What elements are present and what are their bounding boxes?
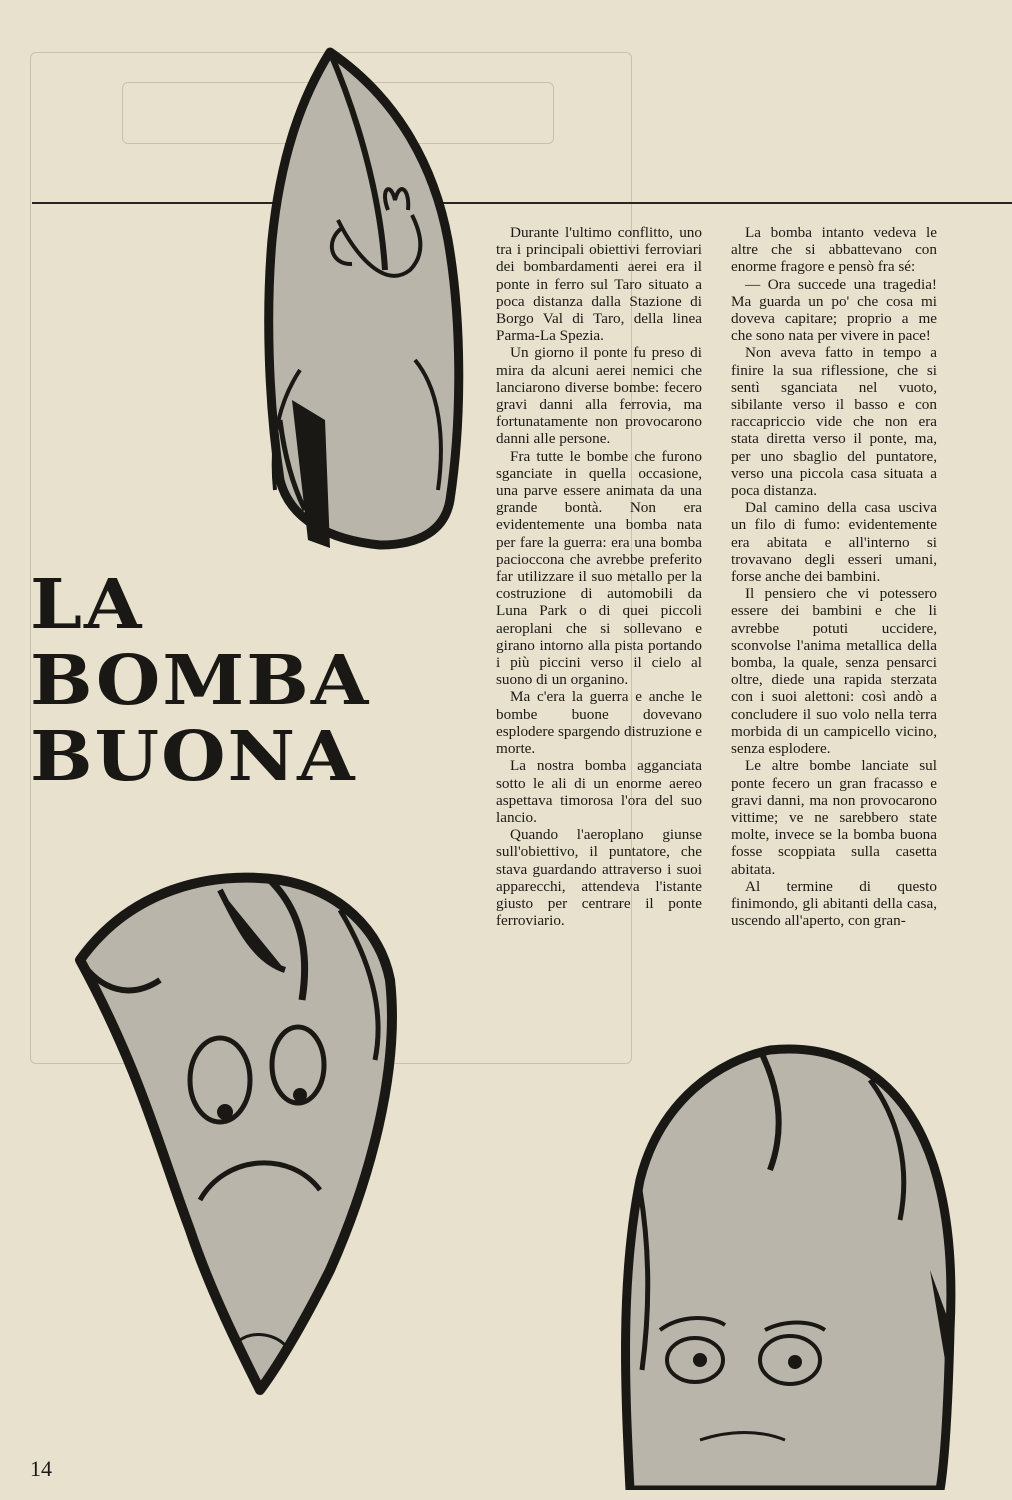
article-title	[30, 565, 490, 798]
worried-bomb-icon	[600, 1030, 960, 1490]
article-column-2	[731, 224, 937, 929]
paragraph: Le altre bombe lanciate sul ponte fecero un gran fracasso e gravi danni, ma non provocarono vittime; ve ne sarebbero state molte, invece se la bomba buona fosse scoppiata sulla casetta abitata.	[731, 757, 937, 878]
page-number: 14	[30, 1456, 52, 1481]
paragraph: Non aveva fatto in tempo a finire la sua riflessione, che si sentì sganciata nel vuoto, sibilante verso il basso e con raccapriccio vide che non era stata diretta verso il ponte, ma, per uno sbaglio del puntatore, verso una piccola casa situata a poca distanza.	[731, 344, 937, 500]
header-rule	[32, 202, 1012, 204]
title-line: BOMBA	[30, 641, 371, 721]
paragraph: Il pensiero che vi potessero essere dei bambini e che li avrebbe potuti uccidere, sconvolse l'anima metallica della bomba, la quale, senza pensarci oltre, diede una rapida sterzata con i suoi alettoni: così andò a concludere il suo volo nella terra morbida di un campicello vicino, senza esplodere.	[731, 585, 937, 758]
paragraph: Durante l'ultimo conflitto, uno tra i principali obiettivi ferroviari dei bombardamenti aerei era il ponte in ferro sul Taro situato a poca distanza dalla Stazione di Borgo Val di Taro, della linea Parma-La Spezia.	[496, 224, 702, 345]
article-column-1	[496, 224, 702, 929]
title-line: BUONA	[30, 717, 357, 797]
smiling-bomb-icon	[180, 40, 480, 560]
paragraph: La bomba intanto vedeva le altre che si abbattevano con enorme fragore e pensò fra sé:	[731, 224, 937, 276]
paragraph: Un giorno il ponte fu preso di mira da alcuni aerei nemici che lanciarono diverse bombe: fecero gravi danni alla ferrovia, ma fortunatamente non provocarono danni alle persone.	[496, 344, 702, 448]
title-line: LA	[30, 565, 144, 645]
paragraph: Dal camino della casa usciva un filo di fumo: evidentemente era abitata e all'interno si trovavano degli esseri umani, forse anche dei bambini.	[731, 499, 937, 586]
paragraph: Al termine di questo finimondo, gli abitanti della casa, uscendo all'aperto, con gran-	[731, 877, 937, 930]
sad-bomb-icon	[40, 850, 460, 1410]
paragraph: La nostra bomba agganciata sotto le ali di un enorme aereo aspettava timorosa l'ora del suo lancio.	[496, 757, 702, 826]
paragraph: Fra tutte le bombe che furono sganciate in quella occasione, una parve essere animata da una grande bontà. Non era evidentemente una bomba nata per fare la guerra: era una bomba pacioccona che avrebbe preferito far utilizzare il suo metallo per la costruzione di automobili da Luna Park o di quei piccoli aeroplani che si sollevano e girano intorno alla pista portando i più piccini verso il cielo al suono di un organino.	[496, 447, 702, 689]
paragraph: Ma c'era la guerra e anche le bombe buone dovevano esplodere spargendo distruzione e morte.	[496, 688, 702, 758]
paragraph: Quando l'aeroplano giunse sull'obiettivo, il puntatore, che stava guardando attraverso i suoi apparecchi, attendeva l'istante giusto per centrare il ponte ferroviario.	[496, 826, 702, 930]
paragraph: — Ora succede una tragedia! Ma guarda un po' che cosa mi doveva capitare; proprio a me che sono nata per vivere in pace!	[731, 275, 937, 345]
